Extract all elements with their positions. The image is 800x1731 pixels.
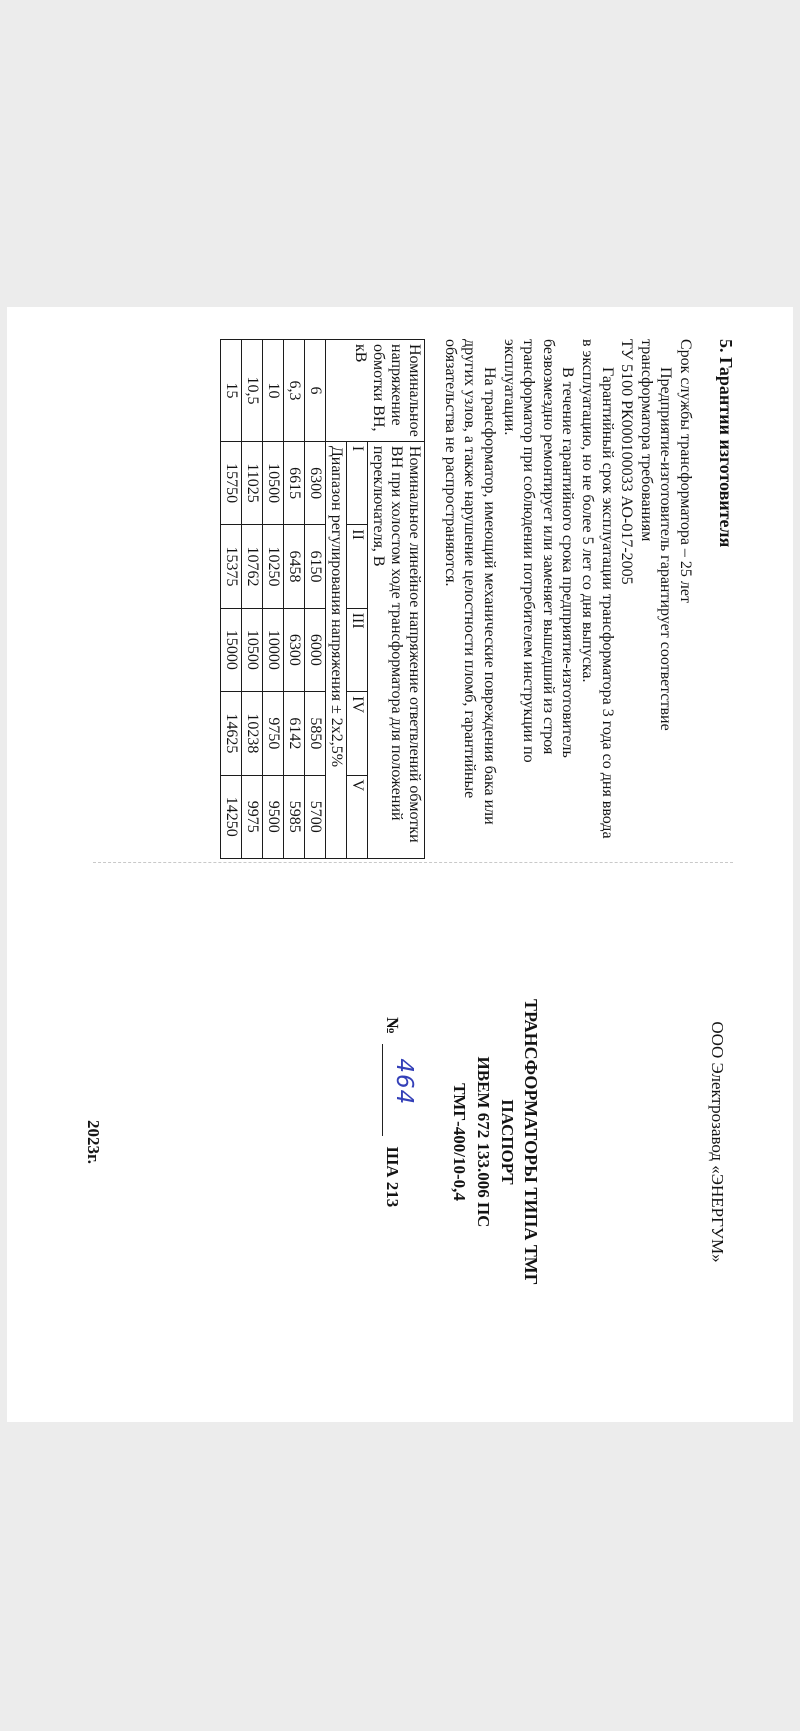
header-nominal-voltage: Номинальное напряжение обмотки ВН, кВ [326, 340, 425, 442]
title-page [7, 862, 793, 1422]
issue-year: 2023г. [84, 1119, 103, 1165]
table-cell: 9975 [242, 775, 263, 858]
position-header: I [347, 441, 368, 524]
document-titles [447, 862, 543, 1422]
table-cell: 10000 [263, 608, 284, 691]
handwritten-serial: 464 [391, 1058, 417, 1106]
table-cell: 6300 [305, 441, 326, 524]
paragraph-warranty-period: Гарантийный срок эксплуатации трансформатора 3 года со дня ввода в эксплуатацию, но не более 5 лет со дня выпуска. [579, 339, 616, 839]
position-header: III [347, 608, 368, 691]
table-cell: 6458 [284, 525, 305, 608]
table-row [305, 340, 326, 859]
table-cell: 15750 [221, 441, 242, 524]
warranty-text [440, 339, 695, 839]
range-note: Диапазон регулирования напряжения ± 2х2,5% [326, 441, 347, 858]
table-cell: 9750 [263, 692, 284, 775]
kv-cell: 10,5 [242, 340, 263, 442]
serial-suffix: ША 213 [383, 1146, 402, 1208]
table-cell: 9500 [263, 775, 284, 858]
kv-cell: 10 [263, 340, 284, 442]
paragraph-service-life: Срок службы трансформатора – 25 лет [677, 339, 694, 603]
rotated-content [7, 307, 793, 1422]
company-name: ООО Электрозавод «ЭНЕРГУМ» [708, 1021, 727, 1263]
kv-cell: 15 [221, 340, 242, 442]
table-cell: 10238 [242, 692, 263, 775]
table-row [221, 340, 242, 859]
table-cell: 10762 [242, 525, 263, 608]
serial-blank [382, 1044, 417, 1136]
table-cell: 15375 [221, 525, 242, 608]
table-row [284, 340, 305, 859]
table-cell: 5700 [305, 775, 326, 858]
table-cell: 10500 [242, 608, 263, 691]
voltage-table [220, 339, 425, 859]
kv-cell: 6,3 [284, 340, 305, 442]
paragraph-spec: ТУ 5100 РК000100033 АО-017-2005 [618, 339, 636, 585]
paragraph-manufacturer: Предприятие-изготовитель гарантирует соответствие трансформатора требованиям [637, 339, 675, 731]
table-row [242, 340, 263, 859]
table-cell: 6150 [305, 525, 326, 608]
table-cell: 11025 [242, 441, 263, 524]
table-cell: 5985 [284, 775, 305, 858]
table-row [263, 340, 284, 859]
paragraph-exclusions: На трансформатор, имеющий механические повреждения бака или других узлов, а также нарушение целостности пломб, гарантийные обязательства не распространяются. [441, 339, 499, 825]
table-cell: 14625 [221, 692, 242, 775]
table-cell: 10250 [263, 525, 284, 608]
paragraph-repair: В течение гарантийного срока предприятие-изготовитель безвозмездно ремонтирует или заменяет вышедший из строя трансформатор при соблюдении потребителем инструкции по эксплуатации. [500, 339, 577, 763]
table-cell: 15000 [221, 608, 242, 691]
section-title: 5. Гарантии изготовителя [716, 339, 736, 548]
model-name: ТМГ-400/10-0,4 [450, 1083, 469, 1201]
product-title: ТРАНСФОРМАТОРЫ ТИПА ТМГ [521, 998, 541, 1286]
passport-title: ПАСПОРТ [498, 1099, 517, 1185]
serial-number-line [382, 1017, 417, 1208]
position-header: II [347, 525, 368, 608]
table-cell: 6000 [305, 608, 326, 691]
table-cell: 6142 [284, 692, 305, 775]
warranty-page [7, 307, 793, 862]
position-header: IV [347, 692, 368, 775]
document-code: ИВЕМ 672 133.006 ПС [474, 1056, 493, 1228]
kv-cell: 6 [305, 340, 326, 442]
table-cell: 6300 [284, 608, 305, 691]
header-tap-voltage: Номинальное линейное напряжение ответвлений обмотки ВН при холостом ходе трансформатора для положений переключателя, В [368, 441, 425, 858]
position-header: V [347, 775, 368, 858]
table-cell: 14250 [221, 775, 242, 858]
table-cell: 6615 [284, 441, 305, 524]
document-page [7, 307, 793, 1422]
number-sign: № [383, 1017, 402, 1035]
table-cell: 10500 [263, 441, 284, 524]
table-cell: 5850 [305, 692, 326, 775]
